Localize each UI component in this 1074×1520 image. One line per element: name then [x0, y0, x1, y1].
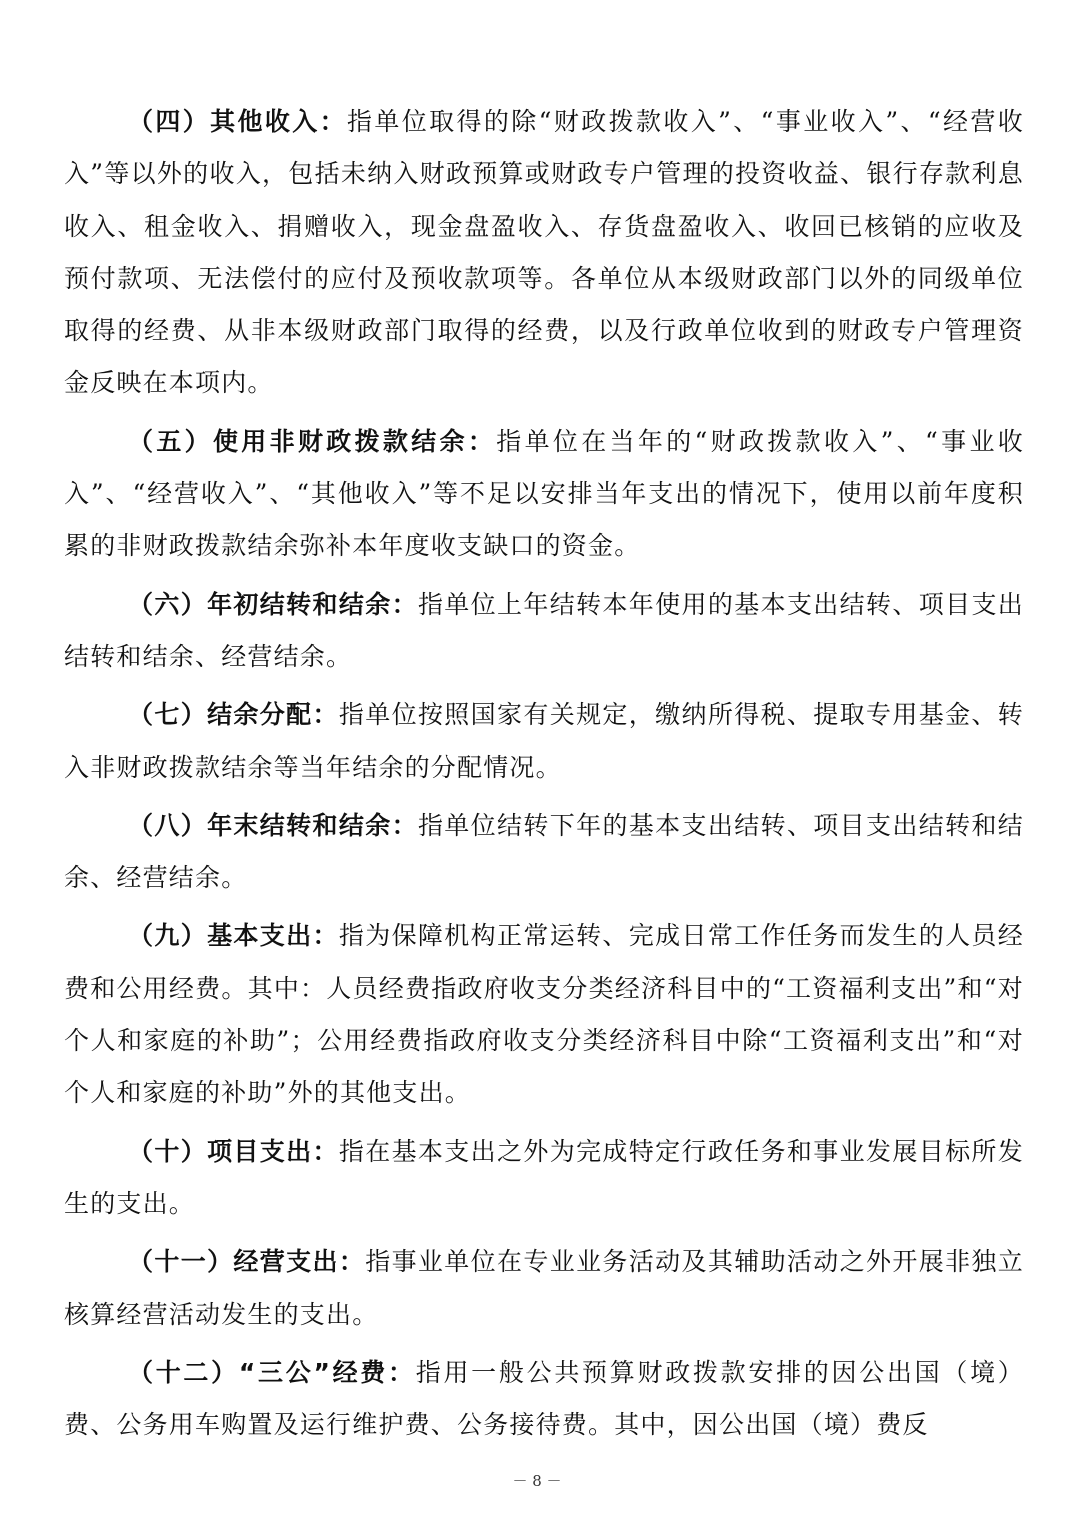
paragraph-closing-carryover — [64, 800, 1024, 905]
term-other-income: （四）其他收入： — [128, 107, 348, 136]
term-non-fiscal-balance: （五）使用非财政拨款结余： — [128, 426, 497, 456]
term-closing-carryover: （八）年末结转和结余： — [128, 810, 418, 840]
paragraph-basic-expenditure — [64, 910, 1024, 1119]
paragraph-surplus-distribution — [64, 689, 1024, 794]
paragraph-other-income — [64, 96, 1024, 410]
definition-operating-expenditure: 指事业单位在专业业务活动及其辅助活动之外开展非独立核算经营活动发生的支出。 — [64, 1247, 1024, 1329]
definition-opening-carryover: 指单位上年结转本年使用的基本支出结转、项目支出结转和结余、经营结余。 — [64, 589, 1024, 671]
definition-three-public-expenses: 指用一般公共预算财政拨款安排的因公出国（境）费、公务用车购置及运行维护费、公务接待费。其中，因公出国（境）费反 — [64, 1357, 1025, 1440]
term-basic-expenditure: （九）基本支出： — [128, 921, 339, 951]
term-surplus-distribution: （七）结余分配： — [128, 700, 339, 730]
paragraph-operating-expenditure — [64, 1236, 1024, 1341]
paragraph-project-expenditure — [64, 1126, 1024, 1231]
document-page — [64, 96, 1024, 1457]
term-operating-expenditure: （十一）经营支出： — [128, 1247, 366, 1277]
term-three-public-expenses: （十二）“三公”经费： — [128, 1357, 416, 1387]
definition-closing-carryover: 指单位结转下年的基本支出结转、项目支出结转和结余、经营结余。 — [64, 810, 1024, 893]
paragraph-non-fiscal-balance — [64, 416, 1024, 573]
page-number: － 8 － — [512, 1472, 562, 1490]
definition-surplus-distribution: 指单位按照国家有关规定，缴纳所得税、提取专用基金、转入非财政拨款结余等当年结余的分配情况。 — [64, 700, 1024, 782]
term-project-expenditure: （十）项目支出： — [128, 1136, 339, 1166]
definition-basic-expenditure: 指为保障机构正常运转、完成日常工作任务而发生的人员经费和公用经费。其中：人员经费指政府收支分类经济科目中的“工资福利支出”和“对个人和家庭的补助”；公用经费指政府收支分类经济科目中除“工资福利支出”和“对个人和家庭的补助”外的其他支出。 — [64, 921, 1024, 1108]
definition-project-expenditure: 指在基本支出之外为完成特定行政任务和事业发展目标所发生的支出。 — [64, 1136, 1024, 1218]
paragraph-opening-carryover — [64, 579, 1024, 684]
definition-non-fiscal-balance: 指单位在当年的“财政拨款收入”、“事业收入”、“经营收入”、“其他收入”等不足以安排当年支出的情况下，使用以前年度积累的非财政拨款结余弥补本年度收支缺口的资金。 — [64, 426, 1024, 561]
term-opening-carryover: （六）年初结转和结余： — [128, 589, 418, 619]
definition-other-income: 指单位取得的除“财政拨款收入”、“事业收入”、“经营收入”等以外的收入，包括未纳入财政预算或财政专户管理的投资收益、银行存款利息收入、租金收入、捐赠收入，现金盘盈收入、存货盘盈收入、收回已核销的应收及预付款项、无法偿付的应付及预收款项等。各单位从本级财政部门以外的同级单位取得的经费、从非本级财政部门取得的经费，以及行政单位收到的财政专户管理资金反映在本项内。 — [64, 107, 1024, 398]
paragraph-three-public-expenses — [64, 1347, 1024, 1452]
